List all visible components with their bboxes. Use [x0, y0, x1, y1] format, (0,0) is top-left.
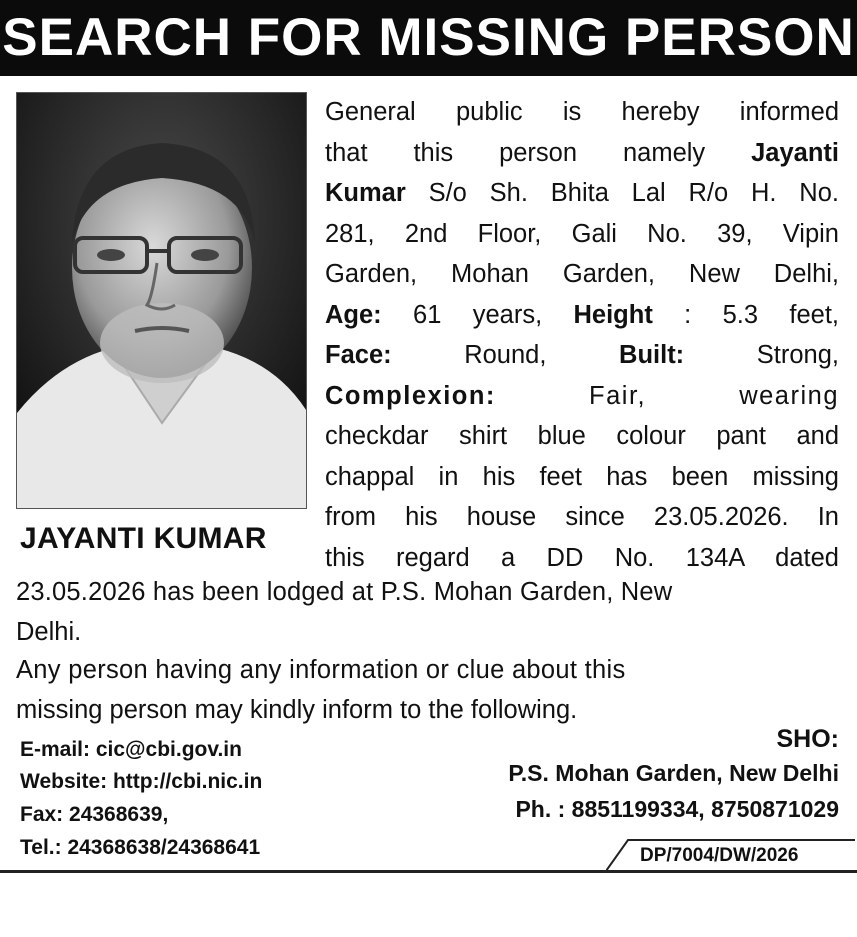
- contact-fax: Fax: 24368639,: [20, 803, 169, 826]
- reference-tag: [606, 838, 855, 871]
- notice-line: this regard a DD No. 134A dated: [325, 543, 839, 572]
- reference-code: DP/7004/DW/2026: [640, 845, 799, 866]
- notice-line: [325, 173, 839, 214]
- address-text: Garden, Mohan Garden, New Delhi,: [325, 260, 839, 288]
- notice-line: [325, 133, 839, 174]
- person-first-name: Jayanti: [751, 138, 839, 167]
- photo-caption: JAYANTI KUMAR: [20, 522, 267, 555]
- notice-text: General public is hereby informed: [325, 98, 839, 126]
- age-value: 61 years,: [381, 300, 574, 329]
- person-photo: [16, 92, 307, 509]
- notice-line-full: Any person having any information or clue about this: [16, 656, 626, 684]
- complexion-value: Fair, wearing: [495, 381, 839, 410]
- address-text: 281, 2nd Floor, Gali No. 39, Vipin: [325, 219, 839, 248]
- notice-line-full: Delhi.: [16, 618, 82, 646]
- face-value: Round,: [391, 341, 620, 369]
- age-label: Age:: [325, 300, 382, 329]
- portrait-image: [17, 93, 307, 509]
- notice-line: [325, 92, 839, 133]
- notice-line-full: 23.05.2026 has been lodged at P.S. Mohan Garden, New: [16, 578, 673, 606]
- notice-line: checkdar shirt blue colour pant and: [325, 422, 839, 450]
- notice-text: that this person namely: [325, 138, 752, 167]
- person-last-name: Kumar: [325, 179, 406, 207]
- notice-line-full: missing person may kindly inform to the following.: [16, 696, 578, 724]
- attributes-line: [325, 335, 839, 376]
- complexion-label: Complexion:: [325, 381, 496, 410]
- contact-email: E-mail: cic@cbi.gov.in: [20, 738, 242, 761]
- notice-line: from his house since 23.05.2026. In: [325, 503, 839, 531]
- built-label: Built:: [619, 341, 685, 369]
- bottom-rule: [0, 870, 857, 873]
- contact-tel: Tel.: 24368638/24368641: [20, 836, 261, 859]
- sho-title: SHO:: [776, 725, 839, 753]
- attributes-line: [325, 376, 839, 417]
- sho-station: P.S. Mohan Garden, New Delhi: [508, 760, 839, 786]
- attributes-line: [325, 295, 839, 336]
- height-label: Height: [573, 300, 653, 329]
- notice-text: S/o Sh. Bhita Lal R/o H. No.: [405, 179, 839, 207]
- notice-line: [325, 254, 839, 295]
- notice-body: [325, 92, 839, 578]
- heading-banner: [0, 0, 857, 76]
- sho-phone: Ph. : 8851199334, 8750871029: [515, 796, 839, 822]
- built-value: Strong,: [684, 341, 839, 369]
- face-label: Face:: [325, 341, 392, 369]
- contact-website: Website: http://cbi.nic.in: [20, 770, 263, 793]
- notice-line: [325, 214, 839, 255]
- notice-line: chappal in his feet has been missing: [325, 462, 839, 491]
- heading-text: SEARCH FOR MISSING PERSON: [2, 8, 855, 67]
- height-value: : 5.3 feet,: [652, 300, 839, 329]
